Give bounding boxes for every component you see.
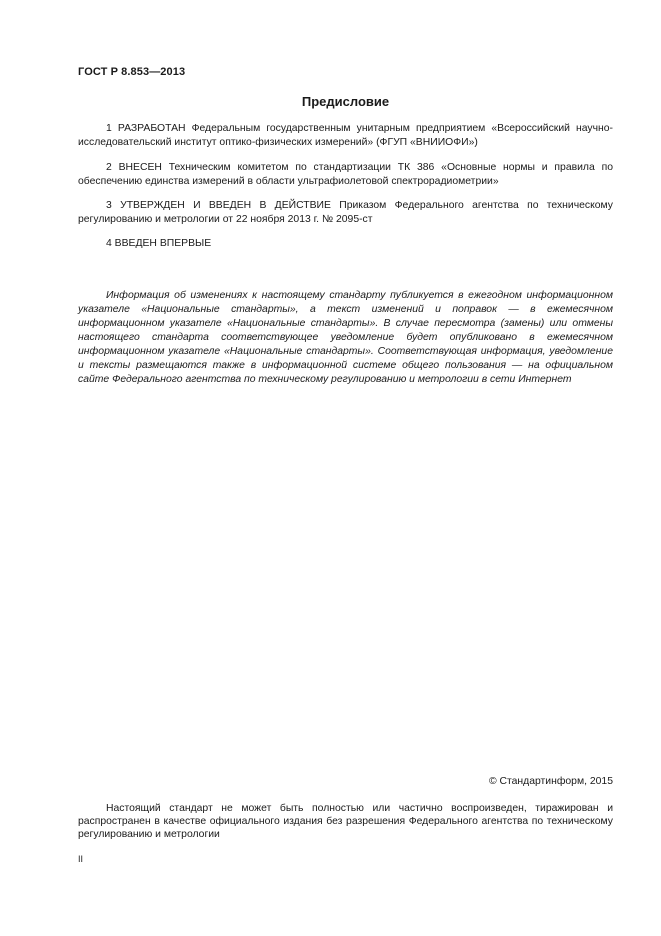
changes-information-notice: Информация об изменениях к настоящему стандарту публикуется в ежегодном информационном указателе «Национальные стандарты», а текст изменений и поправок — в ежемесячном информационном указателе «Национальные стандарты». В случае пересмотра (замены) или отмены настоящего стандарта соответствующее уведомление будет опубликовано в ежемесячном информационном указателе «Национальные стандарты». Соответствующая информация, уведомление и тексты размещаются также в информационной системе общего пользования — на официальном сайте Федерального агентства по техническому регулированию и метрологии в сети Интернет	[78, 290, 613, 385]
foreword-item-developed: 1 РАЗРАБОТАН Федеральным государственным унитарным предприятием «Всероссийский научно-исследовательский институт оптико-физических измерений» (ФГУП «ВНИИОФИ»)	[78, 123, 613, 148]
copyright-line: © Стандартинформ, 2015	[488, 776, 613, 787]
foreword-item-approved: 3 УТВЕРЖДЕН И ВВЕДЕН В ДЕЙСТВИЕ Приказом Федерального агентства по техническому регулированию и метрологии от 22 ноября 2013 г. № 2095-ст	[78, 200, 613, 225]
page-title: Предисловие	[301, 94, 390, 109]
foreword-item-first-introduced: 4 ВВЕДЕН ВПЕРВЫЕ	[106, 238, 212, 249]
foreword-item-introduced: 2 ВНЕСЕН Техническим комитетом по стандартизации ТК 386 «Основные нормы и правила по обеспечению единства измерений в области ультрафиолетовой спектрорадиометрии»	[78, 162, 613, 187]
reproduction-notice: Настоящий стандарт не может быть полностью или частично воспроизведен, тиражирован и распространен в качестве официального издания без разрешения Федерального агентства по техническому регулированию и метрологии	[78, 803, 613, 840]
document-code: ГОСТ Р 8.853—2013	[78, 66, 186, 78]
page-number: II	[78, 854, 84, 864]
